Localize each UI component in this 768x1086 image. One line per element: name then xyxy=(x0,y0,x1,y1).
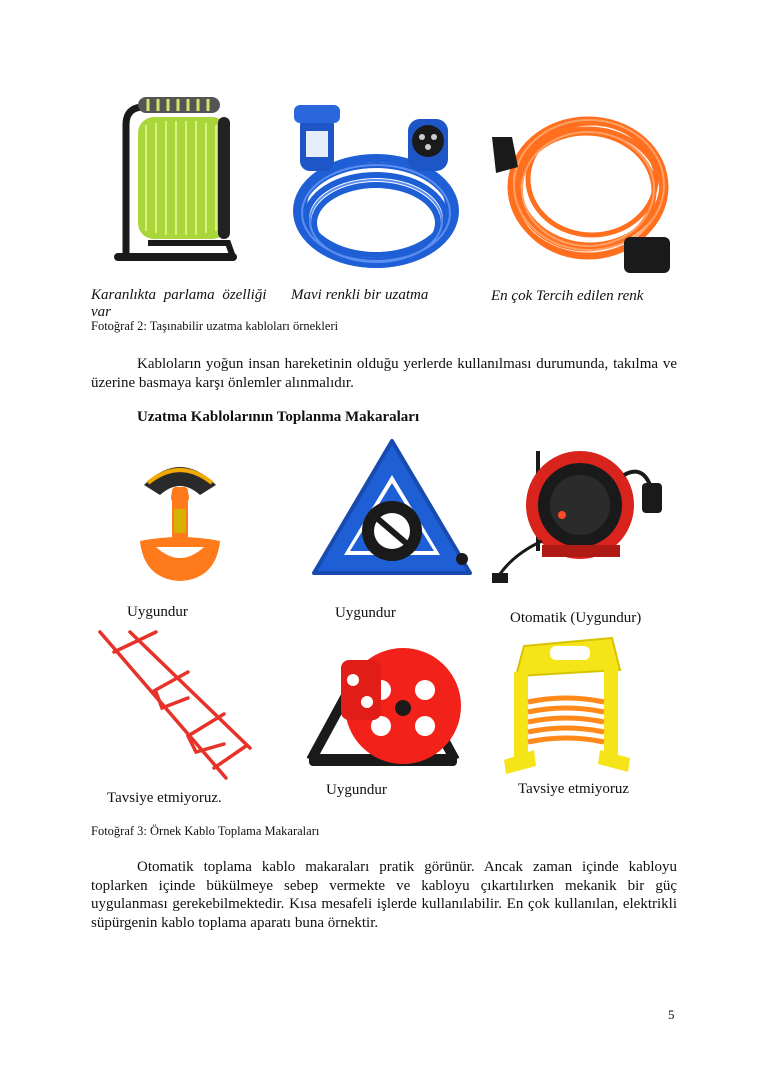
cable-reel-glow-photo xyxy=(108,95,244,265)
yellow-winder-label: Tavsiye etmiyoruz xyxy=(518,781,629,797)
paragraph-text: Otomatik toplama kablo makaraları pratik görünür. Ancak zaman içinde kabloyu toplarken içinde bükülmeye sebep vermekte ve kabloyu çıkartılırken mekanik bir güç uygulanması gerekebilmektedir. Kısa mesafeli işlerde kullanılabilir. En çok kullanılan, elektrikli süpürgenin kablo toplama aparatı buna örnektir. xyxy=(91,859,677,931)
red-automatic-cable-reel-photo xyxy=(492,445,668,593)
blue-triangle-cable-reel-photo xyxy=(310,437,475,587)
page-number: 5 xyxy=(668,1007,675,1022)
section-heading: Uzatma Kablolarının Toplanma Makaraları xyxy=(137,409,420,425)
caption-line: var xyxy=(91,304,111,320)
paragraph-tripping-warning xyxy=(91,355,677,392)
wire-frame-label: Tavsiye etmiyoruz. xyxy=(107,790,222,806)
blue-extension-cable-photo xyxy=(290,95,462,275)
blue-cable-caption: Mavi renkli bir uzatma xyxy=(291,287,429,303)
caption-line: Karanlıkta parlama özelliği xyxy=(91,287,267,303)
orange-cable-caption: En çok Tercih edilen renk xyxy=(491,288,644,304)
photo-2-caption: Fotoğraf 2: Taşınabilir uzatma kabloları örnekleri xyxy=(91,319,339,333)
yellow-winder-orange-cable-photo xyxy=(500,632,636,778)
automatic-reel-label: Otomatik (Uygundur) xyxy=(510,610,642,626)
paragraph-automatic-reels xyxy=(91,858,677,932)
paragraph-text: Kabloların yoğun insan hareketinin olduğu yerlerde kullanılması durumunda, takılma ve üzerine basmaya karşı önlemler alınmalıdır. xyxy=(91,356,677,391)
glow-cable-caption xyxy=(91,287,291,321)
orange-extension-cable-photo xyxy=(488,97,674,275)
winder-label: Uygundur xyxy=(127,604,188,620)
orange-hand-cable-winder-photo xyxy=(138,457,222,585)
photo-3-caption: Fotoğraf 3: Örnek Kablo Toplama Makaraları xyxy=(91,824,320,838)
red-wire-frame-winder-photo xyxy=(96,628,254,788)
drum-reel-label: Uygundur xyxy=(326,782,387,798)
triangle-reel-label: Uygundur xyxy=(335,605,396,621)
red-drum-cable-reel-photo xyxy=(305,640,461,778)
